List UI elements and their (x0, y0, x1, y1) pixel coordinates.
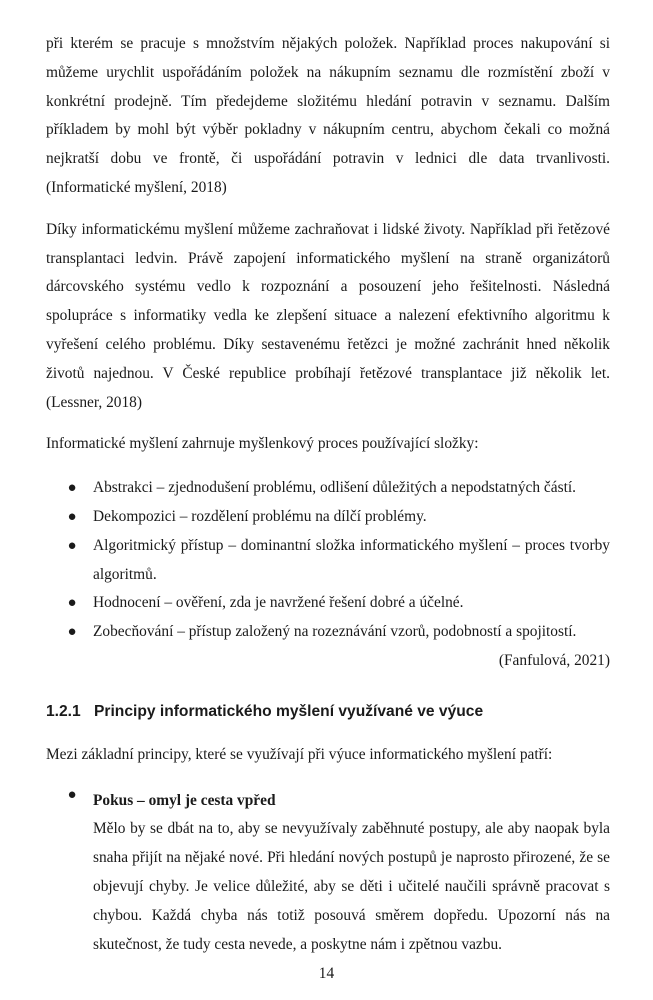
bullet-icon: ● (67, 786, 77, 803)
list-item (46, 503, 610, 532)
paragraph-components-intro: Informatické myšlení zahrnuje myšlenkový proces používající složky: (46, 435, 479, 453)
section-intro: Mezi základní principy, které se využívají při výuce informatického myšlení patří: (46, 745, 553, 763)
principles-list (46, 787, 610, 960)
list-item (46, 474, 610, 503)
bullet-icon: ● (67, 480, 77, 497)
list-item (46, 618, 610, 647)
principle-title: Pokus – omyl je cesta vpřed (93, 791, 276, 809)
bullet-icon: ● (67, 595, 77, 612)
list-item (46, 532, 610, 590)
components-citation: (Fanfulová, 2021) (498, 651, 610, 669)
list-item-text: Abstrakci – zjednodušení problému, odlišení důležitých a nepodstatných částí. (93, 479, 576, 497)
list-item-text: Algoritmický přístup – dominantní složka informatického myšlení – proces tvorby algoritmů. (93, 536, 610, 583)
list-item-text: Dekompozici – rozdělení problému na dílčí problémy. (93, 507, 427, 525)
section-title: Principy informatického myšlení využívané ve výuce (94, 702, 484, 720)
document-page (46, 30, 610, 959)
bullet-icon: ● (67, 537, 77, 554)
paragraph-kidney-transplant: Díky informatickému myšlení můžeme zachraňovat i lidské životy. Například při řetězové transplantaci ledvin. Právě zapojení informatického myšlení na straně organizátorů dárcovského systému vedlo k rozpoznání a posouzení jeho řešitelnosti. Následná spolupráce s informatiky vedla ke zlepšení situace a nalezení efektivního algoritmu k vyřešení celého problému. Díky sestavenému řetězci je možné zachránit hned několik životů najednou. V České republice probíhají řetězové transplantace již několik let. (Lessner, 2018) (46, 220, 610, 411)
paragraph-shopping-example: při kterém se pracuje s množstvím nějakých položek. Například proces nakupování si můžeme urychlit uspořádáním položek na nákupním seznamu dle rozmístění zboží v konkrétní prodejně. Tím předejdeme složitému hledání potravin v seznamu. Dalším příkladem by mohl být výběr pokladny v nákupním centru, abychom čekali co možná nejkratší dobu ve frontě, či uspořádání potravin v lednici dle data trvanlivosti. (Informatické myšlení, 2018) (46, 35, 610, 196)
components-list (46, 474, 610, 647)
list-item-text: Zobecňování – přístup založený na rozeznávání vzorů, podobností a spojitostí. (93, 623, 577, 641)
bullet-icon: ● (67, 624, 77, 641)
section-number: 1.2.1 (46, 702, 81, 720)
page-number: 14 (318, 965, 335, 982)
principle-text: Mělo by se dbát na to, aby se nevyužívaly zaběhnuté postupy, ale aby naopak byla snaha přijít na nějaké nové. Při hledání nových postupů je naprosto přirozené, že se objevují chyby. Je velice důležité, aby se děti i učitelé naučili správně pracovat s chybou. Každá chyba nás totiž posouvá směrem dopředu. Upozorní nás na skutečnost, že tudy cesta nevede, a poskytne nám i zpětnou vazbu. (93, 820, 610, 953)
section-heading (46, 700, 610, 724)
list-item (46, 589, 610, 618)
list-item (46, 787, 610, 960)
list-item-text: Hodnocení – ověření, zda je navržené řešení dobré a účelné. (93, 594, 464, 612)
bullet-icon: ● (67, 508, 77, 525)
